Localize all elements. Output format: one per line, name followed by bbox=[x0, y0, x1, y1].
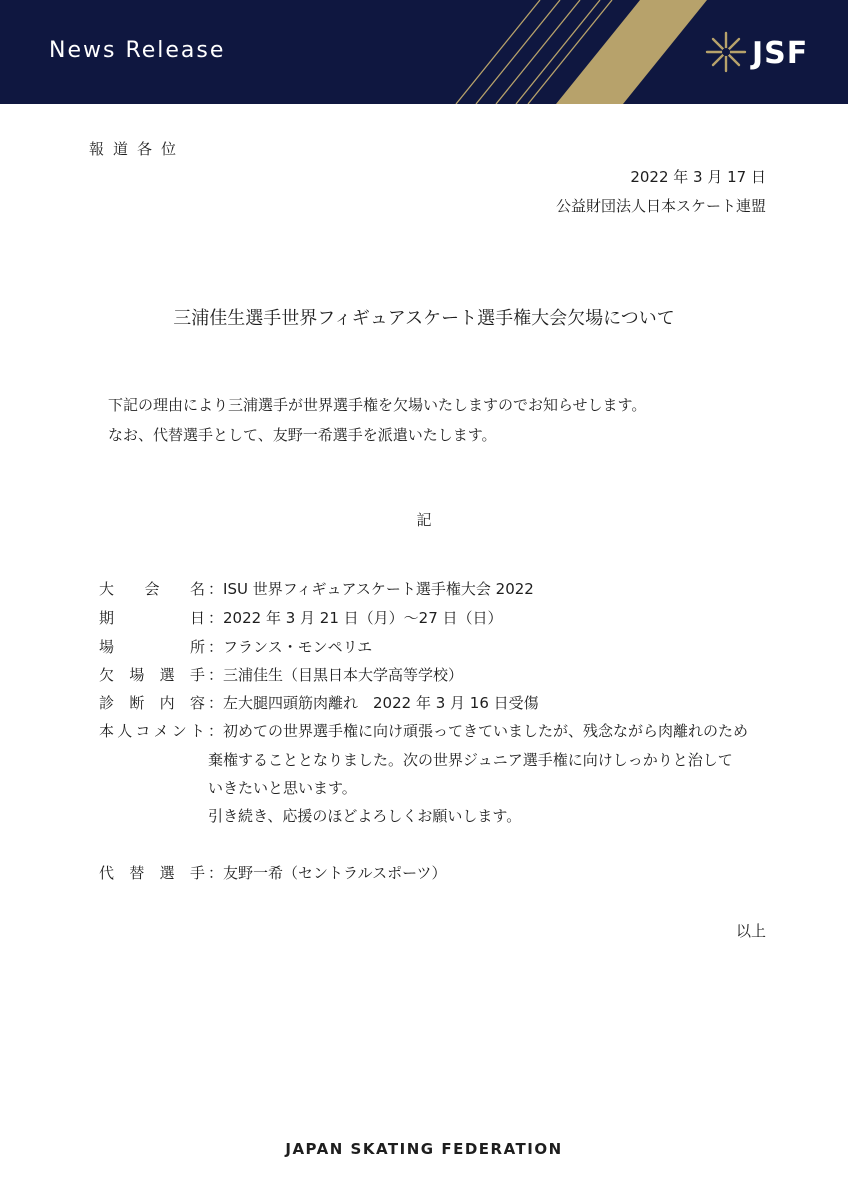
item-label-comment: 本人コメント bbox=[99, 722, 205, 740]
item-value-diagnosis: ：左大腿四頭筋肉離れ 2022 年 3 月 16 日受傷 bbox=[208, 694, 539, 712]
item-label-event: 大会名 bbox=[99, 580, 205, 598]
item-label-dates: 期日 bbox=[99, 609, 205, 627]
intro-line-1: 下記の理由により三浦選手が世界選手権を欠場いたしますのでお知らせします。 bbox=[108, 396, 647, 414]
closing-mark: 以上 bbox=[735, 922, 766, 940]
item-value-comment-line-3: いきたいと思います。 bbox=[208, 779, 357, 797]
item-value-venue: ：フランス・モンペリエ bbox=[208, 638, 373, 656]
item-value-comment-line-1: ：初めての世界選手権に向け頑張ってきていましたが、残念ながら肉離れのため bbox=[208, 722, 749, 740]
item-value-substitute: ：友野一希（セントラルスポーツ） bbox=[208, 864, 447, 882]
document-title: 三浦佳生選手世界フィギュアスケート選手権大会欠場について bbox=[173, 308, 675, 329]
jsf-snowflake-icon bbox=[704, 30, 748, 74]
issuer: 公益財団法人日本スケート連盟 bbox=[555, 197, 766, 215]
item-value-event: ：ISU 世界フィギュアスケート選手権大会 2022 bbox=[208, 580, 534, 598]
intro-line-2: なお、代替選手として、友野一希選手を派遣いたします。 bbox=[108, 426, 497, 444]
item-label-withdrawn-athlete: 欠場選手 bbox=[99, 666, 205, 684]
item-value-comment-line-2: 棄権することとなりました。次の世界ジュニア選手権に向けしっかりと治して bbox=[208, 751, 733, 769]
jsf-logo-text: JSF bbox=[752, 36, 809, 71]
item-value-dates: ：2022 年 3 月 21 日（月）～27 日（日） bbox=[208, 609, 503, 627]
item-label-diagnosis: 診断内容 bbox=[99, 694, 205, 712]
ki-marker: 記 bbox=[416, 511, 432, 529]
item-value-comment-line-4: 引き続き、応援のほどよろしくお願いします。 bbox=[208, 807, 522, 825]
item-value-withdrawn-athlete: ：三浦佳生（目黒日本大学高等学校） bbox=[208, 666, 464, 684]
item-label-venue: 場所 bbox=[99, 638, 205, 656]
release-date: 2022 年 3 月 17 日 bbox=[630, 168, 766, 186]
addressee: 報道各位 bbox=[89, 140, 186, 158]
header-banner bbox=[0, 0, 848, 104]
footer-organization: JAPAN SKATING FEDERATION bbox=[285, 1140, 563, 1158]
item-label-substitute: 代替選手 bbox=[99, 864, 205, 882]
header-title: News Release bbox=[49, 38, 226, 63]
